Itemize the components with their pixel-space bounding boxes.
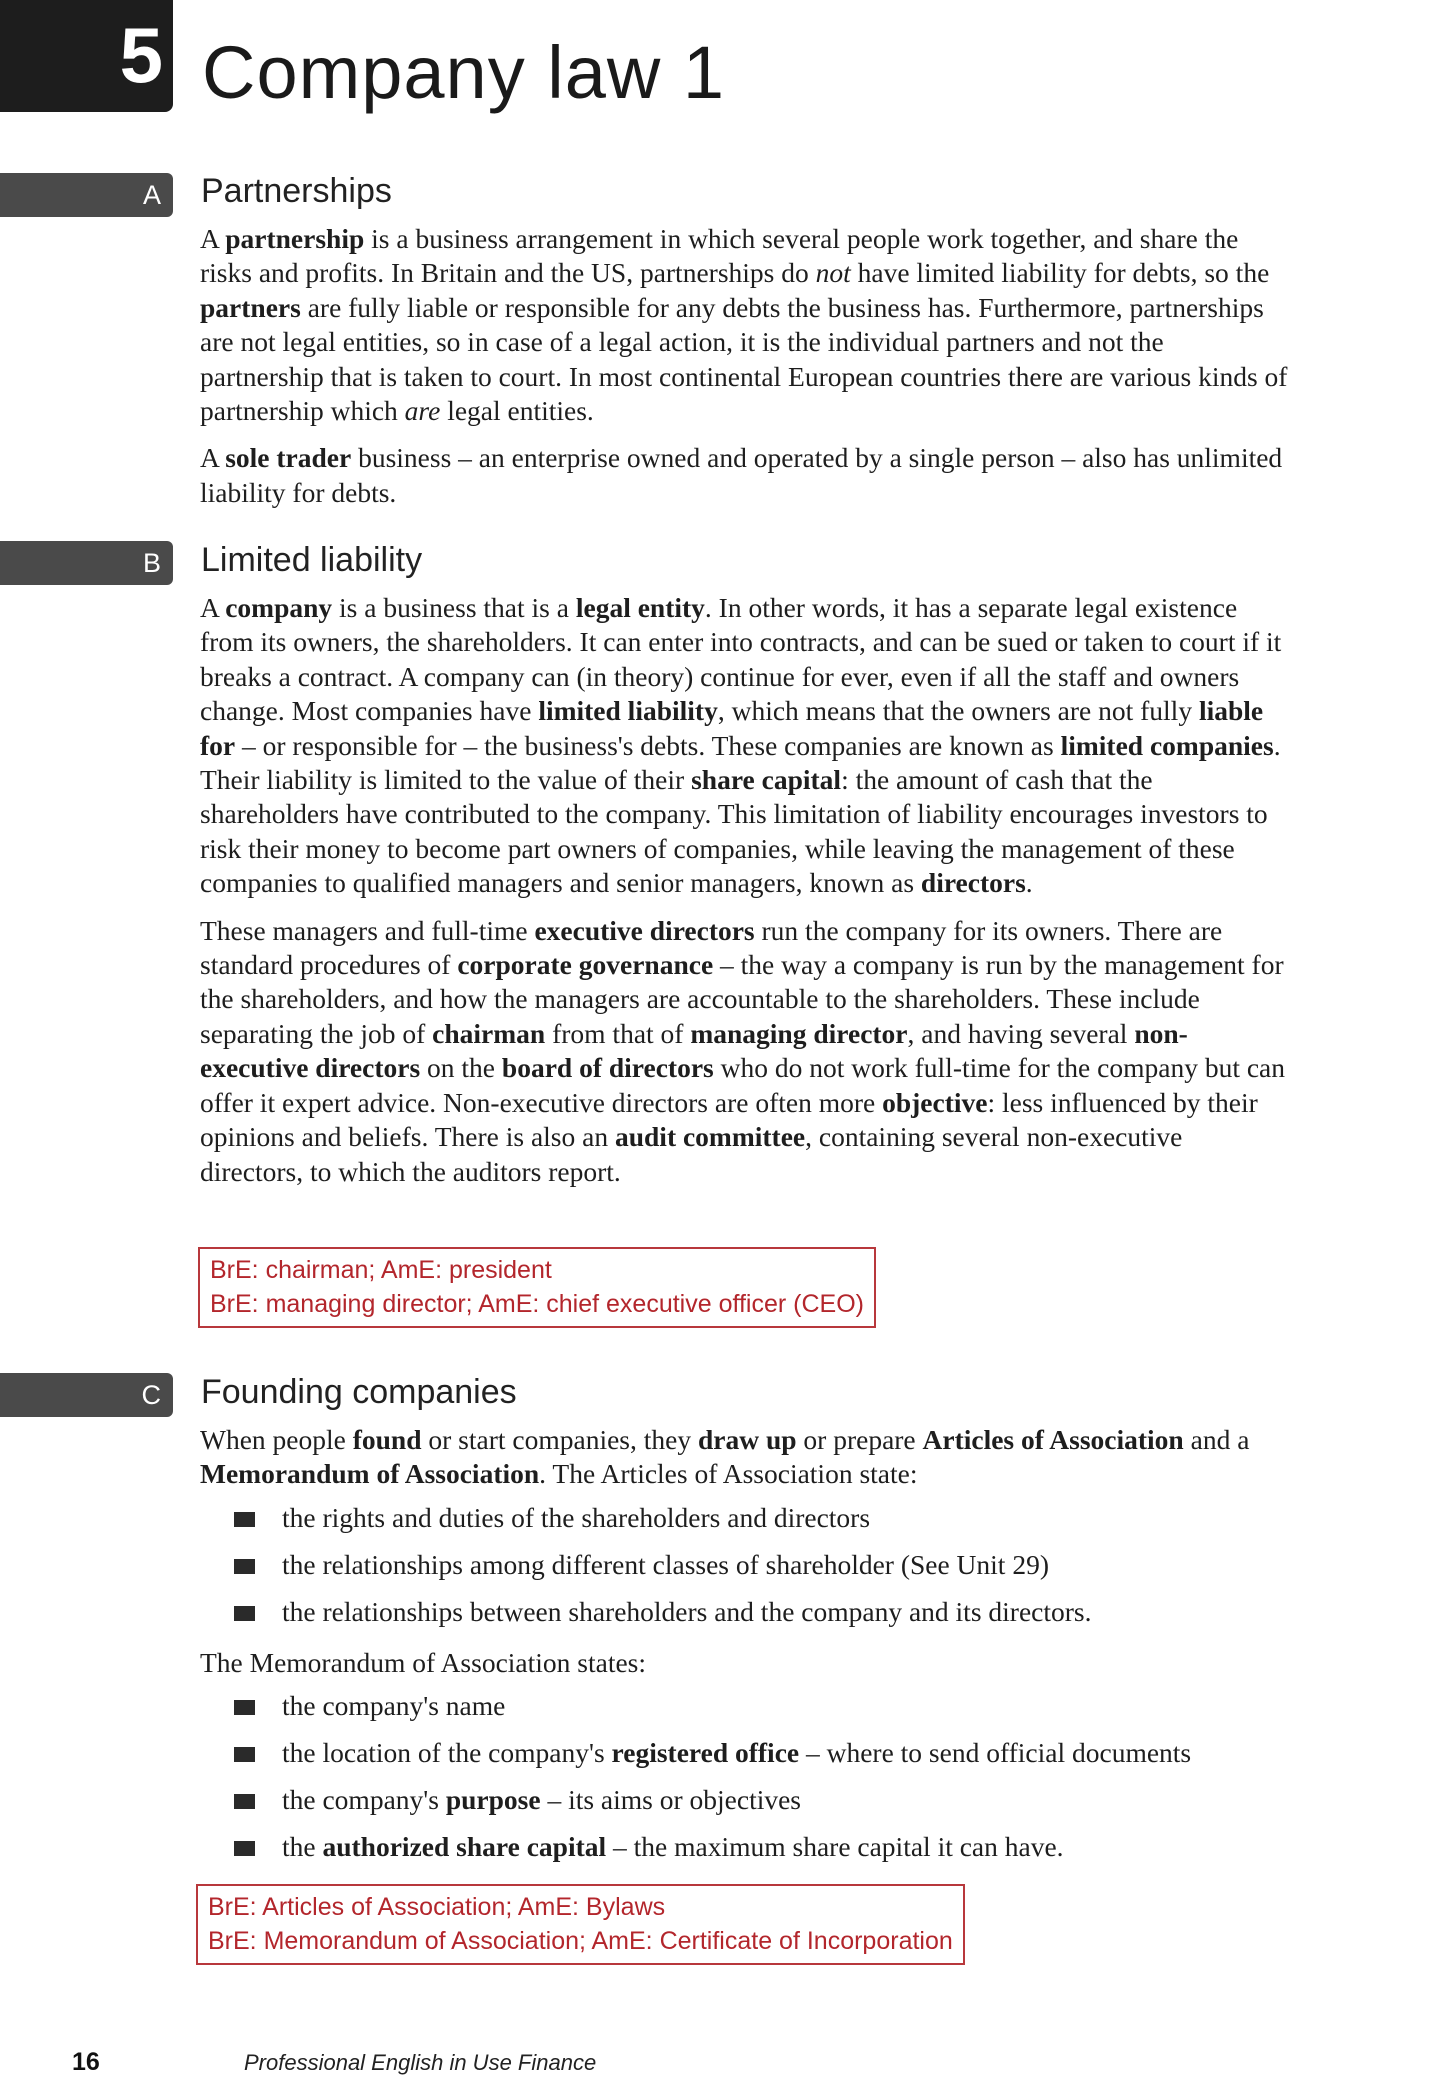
key-term: board of directors (501, 1052, 714, 1084)
key-term: legal entity (575, 592, 705, 623)
memorandum-list (200, 1689, 1290, 1877)
list-item (200, 1689, 1290, 1736)
book-title: Professional English in Use Finance (244, 2050, 597, 2075)
key-term: company (225, 592, 333, 623)
memorandum-lead: The Memorandum of Association states: (200, 1646, 647, 1678)
bre-ame-note-box (196, 1884, 965, 1965)
square-bullet-icon (234, 1794, 255, 1809)
note-line: BrE: Memorandum of Association; AmE: Certificate of Incorporation (208, 1927, 953, 1955)
unit-title: Company law 1 (202, 31, 726, 114)
paragraph: A company is a business that is a legal entity. In other words, it has a separate legal existence from its owners, the shareholders. It can enter into contracts, and can be sued or taken to court if it breaks a contract. A company can (in theory) continue for ever, even if all the staff and owners change. Most companies have limited liability, which means that the owners are not fully liable for – or responsible for – the business's debts. These companies are known as limited companies. Their liability is limited to the value of their share capital: the amount of cash that the shareholders have contributed to the company. This limitation of liability encourages investors to risk their money to become part owners of companies, while leaving the management of these companies to qualified managers and senior managers, known as directors. (200, 592, 1282, 899)
key-term: executive directors (534, 914, 755, 946)
square-bullet-icon (234, 1512, 255, 1527)
key-term: limited liability (538, 695, 718, 727)
section-heading-founding-companies: Founding companies (201, 1373, 517, 1411)
list-item-text: the location of the company's registered office – where to send official documents (282, 1736, 1192, 1768)
section-a-body (200, 222, 1290, 510)
unit-number-badge (0, 0, 173, 112)
emphasis: not (815, 257, 851, 289)
key-term: objective (882, 1086, 988, 1118)
list-item (200, 1830, 1290, 1877)
note-line: BrE: managing director; AmE: chief executive officer (CEO) (210, 1290, 864, 1318)
list-item-text: the company's purpose – its aims or objectives (282, 1783, 802, 1815)
list-item (200, 1548, 1290, 1595)
list-item-text: the relationships among different classes of shareholder (See Unit 29) (282, 1548, 1049, 1580)
section-letter-a: A (142, 180, 161, 210)
square-bullet-icon (234, 1559, 255, 1574)
unit-number: 5 (119, 11, 163, 99)
key-term: managing director (690, 1017, 908, 1049)
paragraph: A partnership is a business arrangement in which several people work together, and share the risks and profits. In Britain and the US, partnerships do not have limited liability for debts, so the partners are fully liable or responsible for any debts the business has. Furthermore, partnerships are not legal entities, so in case of a legal action, it is the individual partners and not the partnership that is taken to court. In most continental European countries there are various kinds of partnership which are legal entities. (200, 223, 1288, 427)
square-bullet-icon (234, 1747, 255, 1762)
square-bullet-icon (234, 1841, 255, 1856)
key-term: corporate governance (457, 949, 714, 981)
key-term: draw up (697, 1424, 797, 1455)
articles-list (200, 1501, 1290, 1642)
list-item-text: the authorized share capital – the maximum share capital it can have. (282, 1830, 1064, 1862)
key-term: limited companies (1060, 729, 1274, 761)
section-tab-c (0, 1373, 173, 1417)
paragraph: A sole trader business – an enterprise owned and operated by a single person – also has unlimited liability for debts. (200, 442, 1283, 508)
section-letter-c: C (141, 1380, 161, 1410)
square-bullet-icon (234, 1606, 255, 1621)
section-b-body (200, 591, 1290, 1189)
key-term: liable for (200, 695, 1264, 761)
key-term: registered office (611, 1736, 800, 1768)
key-term: Memorandum of Association (200, 1458, 540, 1490)
section-letter-b: B (142, 548, 161, 578)
note-line: BrE: Articles of Association; AmE: Bylaws (208, 1893, 666, 1921)
list-item-text: the rights and duties of the shareholders and directors (282, 1501, 871, 1533)
key-term: Articles of Association (922, 1424, 1184, 1455)
key-term: sole trader (225, 442, 352, 474)
key-term: partnership (225, 223, 365, 254)
list-item (200, 1595, 1290, 1642)
paragraph: These managers and full-time executive directors run the company for its owners. There are standard procedures of corporate governance – the way a company is run by the management for the shareholders, and how the managers are accountable to the shareholders. These include separating the job of chairman from that of managing director, and having several non-executive directors on the board of directors who do not work full-time for the company but can offer it expert advice. Non-executive directors are often more objective: less influenced by their opinions and beliefs. There is also an audit committee, containing several non-executive directors, to which the auditors report. (200, 914, 1285, 1187)
key-term: directors (920, 867, 1026, 899)
key-term: non-executive directors (200, 1017, 1188, 1084)
section-tab-b (0, 541, 173, 585)
list-item (200, 1501, 1290, 1548)
list-item-text: the relationships between shareholders and the company and its directors. (282, 1595, 1092, 1627)
key-term: found (352, 1424, 422, 1455)
key-term: share capital (691, 764, 842, 796)
section-heading-partnerships: Partnerships (201, 172, 392, 210)
key-term: partners (200, 291, 301, 323)
page-number: 16 (72, 2048, 100, 2076)
paragraph: When people found or start companies, they draw up or prepare Articles of Association and a Memorandum of Association. The Articles of Association state: (200, 1424, 1250, 1490)
key-term: audit committee (614, 1121, 806, 1153)
key-term: chairman (432, 1017, 546, 1049)
list-item (200, 1783, 1290, 1830)
list-item-text: the company's name (282, 1689, 506, 1721)
emphasis: are (404, 395, 441, 427)
list-item (200, 1736, 1290, 1783)
section-tab-a (0, 173, 173, 217)
note-line: BrE: chairman; AmE: president (210, 1256, 552, 1284)
key-term: purpose (445, 1783, 541, 1815)
section-c-body (200, 1423, 1290, 1877)
key-term: authorized share capital (322, 1830, 607, 1862)
section-heading-limited-liability: Limited liability (201, 541, 423, 579)
square-bullet-icon (234, 1700, 255, 1715)
bre-ame-note-box (198, 1247, 876, 1328)
